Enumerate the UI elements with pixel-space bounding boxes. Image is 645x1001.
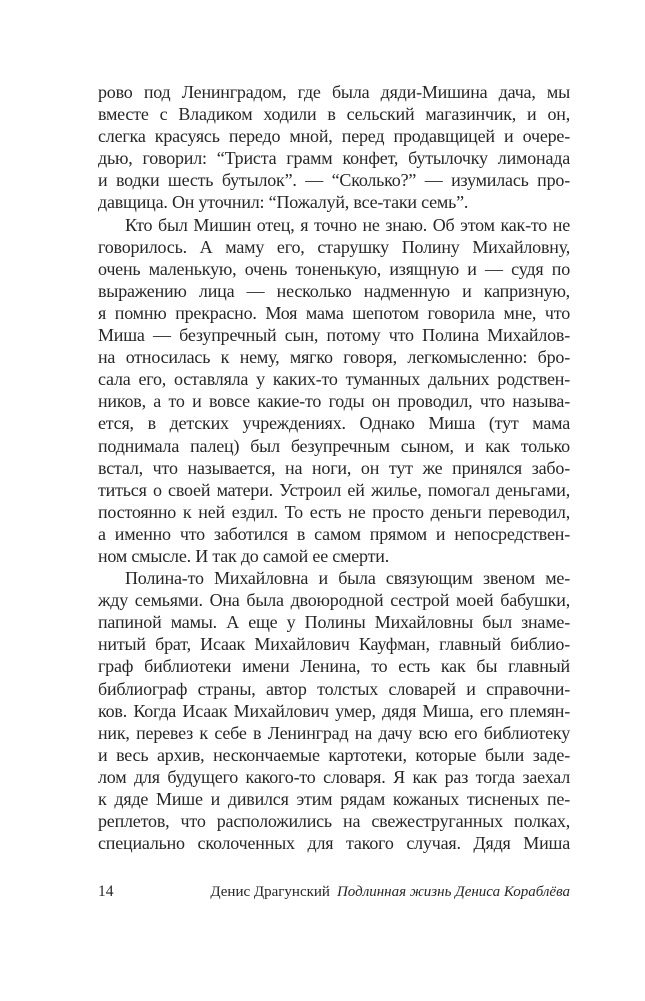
text-line: жду семьями. Она была двоюродной сестрой моей бабушки, xyxy=(98,590,570,611)
text-line: очень маленькую, очень тоненькую, изящную и — судя по xyxy=(98,258,570,279)
text-line: ник, перевез к себе в Ленинград на дачу всю его библиотеку xyxy=(98,722,570,743)
text-line: реплетов, что расположились на свежеструганных полках, xyxy=(98,811,570,832)
page-footer xyxy=(98,883,570,901)
text-line: рово под Ленинградом, где была дяди-Мишина дача, мы xyxy=(98,82,570,102)
text-line: титься о своей матери. Устроил ей жилье, помогал деньгами, xyxy=(98,479,570,500)
text-line: а именно что заботился в самом прямом и непосредствен- xyxy=(98,523,570,544)
text-line: ется, в детских учреждениях. Однако Миша (тут мама xyxy=(98,413,570,434)
paragraph xyxy=(98,214,570,568)
page-text xyxy=(98,81,570,854)
page-number: 14 xyxy=(98,883,114,900)
text-line: нитый брат, Исаак Михайлович Кауфман, главный библио- xyxy=(98,634,570,655)
text-line: библиограф страны, автор толстых словарей и справочни- xyxy=(98,678,570,699)
running-title xyxy=(210,884,570,901)
text-line: Миша — безупречный сын, потому что Полина Михайлов- xyxy=(98,325,570,346)
text-line: поднимала палец) был безупречным сыном, и как только xyxy=(98,435,570,456)
text-line: говорилось. А маму его, старушку Полину Михайловну, xyxy=(98,236,570,257)
text-line: ков. Когда Исаак Михайлович умер, дядя Миша, его племян- xyxy=(98,700,570,721)
text-line: ников, а то и вовсе какие-то годы он проводил, что называ- xyxy=(98,391,570,412)
text-line: я помню прекрасно. Моя мама шепотом говорила мне, что xyxy=(98,302,570,323)
paragraph xyxy=(98,81,570,214)
footer-book-title: Подлинная жизнь Дениса Кораблёва xyxy=(336,884,570,900)
footer-author: Денис Драгунский xyxy=(210,884,330,900)
text-line: Полина-то Михайловна и была связующим звеном ме- xyxy=(125,568,570,589)
text-line: постоянно к ней ездил. То есть не просто деньги переводил, xyxy=(98,501,570,522)
text-line: граф библиотеки имени Ленина, то есть как бы главный xyxy=(98,656,570,677)
text-line: и весь архив, нескончаемые картотеки, которые были заде- xyxy=(98,744,570,765)
paragraph xyxy=(98,567,570,854)
text-line: слегка красуясь передо мной, перед продавщицей и очере- xyxy=(98,126,570,147)
text-line: выражению лица — несколько надменную и капризную, xyxy=(98,280,570,301)
text-line: сала его, оставляла у каких-то туманных дальних родствен- xyxy=(98,369,570,390)
text-line: давщица. Он уточнил: “Пожалуй, все-таки семь”. xyxy=(98,192,469,213)
text-line: встал, что называется, на ноги, он тут же принялся забо- xyxy=(98,457,570,478)
text-line: дью, говорил: “Триста грамм конфет, бутылочку лимонада xyxy=(98,148,570,169)
text-line: Кто был Мишин отец, я точно не знаю. Об этом как-то не xyxy=(125,214,570,235)
text-line: и водки шесть бутылок”. — “Сколько?” — изумилась про- xyxy=(98,170,570,191)
text-line: папиной мамы. А еще у Полины Михайловны был знаме- xyxy=(98,612,570,633)
text-line: лом для будущего какого-то словаря. Я как раз тогда заехал xyxy=(98,766,570,787)
text-line: к дяде Мише и дивился этим рядам кожаных тисненых пе- xyxy=(98,789,570,809)
text-line: на относилась к нему, мягко говоря, легкомысленно: бро- xyxy=(98,347,570,368)
text-line: вместе с Владиком ходили в сельский магазинчик, и он, xyxy=(98,104,570,125)
text-line: специально сколоченных для такого случая. Дядя Миша xyxy=(98,833,570,854)
text-line: ном смысле. И так до самой ее смерти. xyxy=(98,545,390,566)
